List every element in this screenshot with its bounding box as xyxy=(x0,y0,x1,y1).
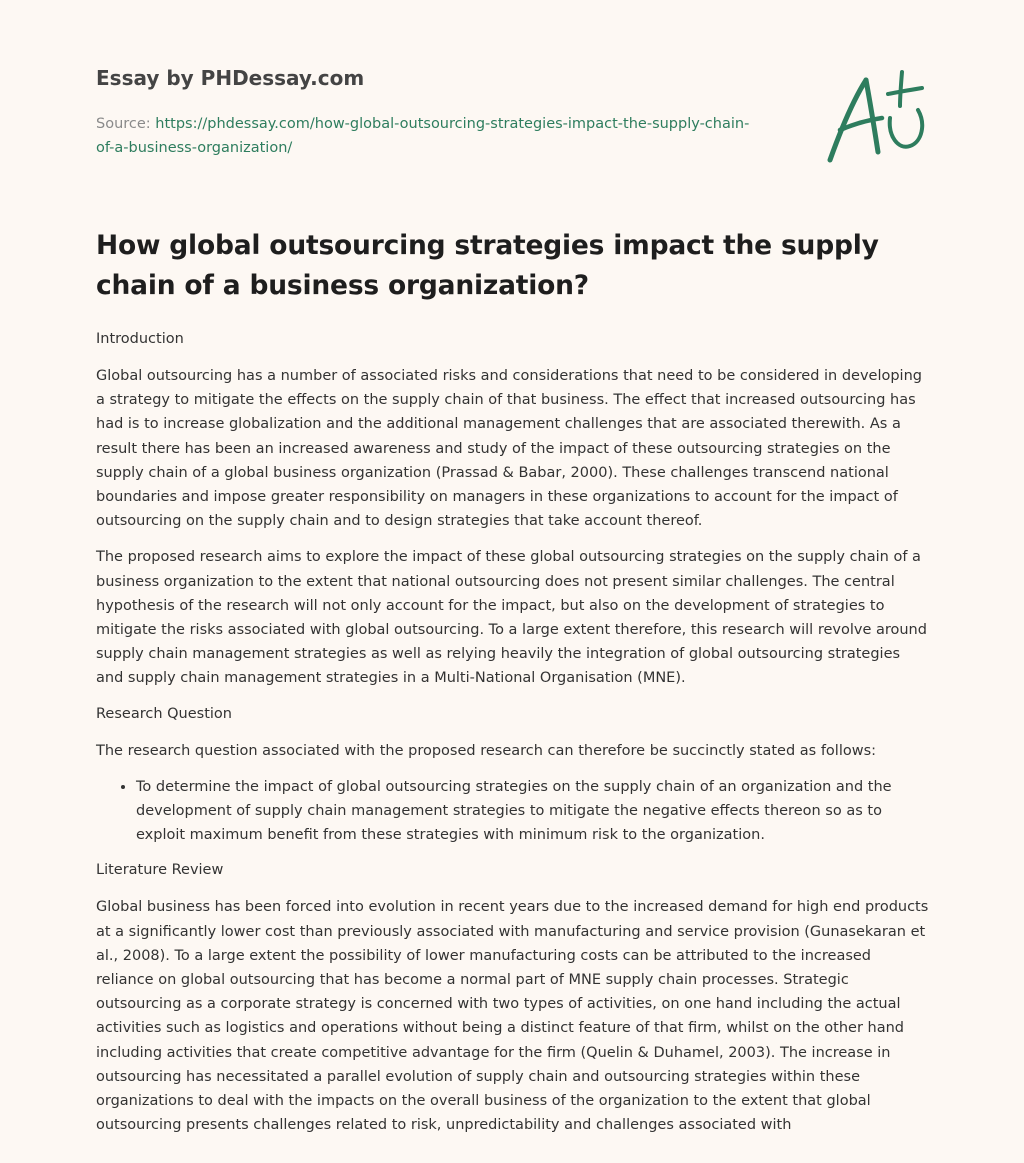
paragraph: The research question associated with the proposed research can therefore be succinctly stated as follows: xyxy=(96,742,877,759)
source-line xyxy=(96,112,756,160)
paragraph: The proposed research aims to explore the impact of these global outsourcing strategies on the supply chain of a business organization to the extent that national outsourcing does not present similar challenges. The central hypothesis of the research will not only account for the impact, but also on the development of strategies to mitigate the risks associated with global outsourcing. To a large extent therefore, this research will revolve around supply chain management strategies as well as relying heavily the integration of global outsourcing strategies and supply chain management strategies in a Multi-National Organisation (MNE). xyxy=(96,549,927,687)
site-brand: Essay by PHDessay.com xyxy=(96,66,365,90)
paragraph: Global outsourcing has a number of associated risks and considerations that need to be considered in developing a strategy to mitigate the effects on the supply chain of that business. The effect that increased outsourcing has had is to increase globalization and the additional management challenges that are associated therewith. As a result there has been an increased awareness and study of the impact of these outsourcing strategies on the supply chain of a global business organization (Prassad & Babar, 2000). These challenges transcend national boundaries and impose greater responsibility on managers in these organizations to account for the impact of outsourcing on the supply chain and to design strategies that take account thereof. xyxy=(96,368,922,530)
a-plus-logo-icon xyxy=(818,66,930,166)
paragraph: Global business has been forced into evolution in recent years due to the increased demand for high end products at a significantly lower cost than previously associated with manufacturing and service provision (Gunasekaran et al., 2008). To a large extent the possibility of lower manufacturing costs can be attributed to the increased reliance on global outsourcing that has become a normal part of MNE supply chain processes. Strategic outsourcing as a corporate strategy is concerned with two types of activities, on one hand including the actual activities such as logistics and operations without being a distinct feature of that firm, whilst on the other hand including activities that create competitive advantage for the firm (Quelin & Duhamel, 2003). The increase in outsourcing has necessitated a parallel evolution of supply chain and outsourcing strategies within these organizations to deal with the impacts on the overall business of the organization to the extent that global outsourcing presents challenges related to risk, unpredictability and challenges associated with xyxy=(96,899,929,1134)
source-label: Source: xyxy=(96,116,156,132)
list-item: • To determine the impact of global outsourcing strategies on the supply chain of an organization and the development of supply chain management strategies to mitigate the negative effects thereon so as to exploit maximum benefit from these strategies with minimum risk to the organization. xyxy=(136,775,930,848)
section-heading-research-question: Research Question xyxy=(96,705,232,722)
bullet-list xyxy=(96,775,930,848)
section-heading-literature-review: Literature Review xyxy=(96,862,224,879)
source-link[interactable]: https://phdessay.com/how-global-outsourcing-strategies-impact-the-supply-chain-of-a-business-organization/ xyxy=(96,116,750,156)
section-heading-introduction: Introduction xyxy=(96,331,184,347)
essay-content xyxy=(96,226,930,1149)
essay-title: How global outsourcing strategies impact the supply chain of a business organization? xyxy=(96,230,879,301)
